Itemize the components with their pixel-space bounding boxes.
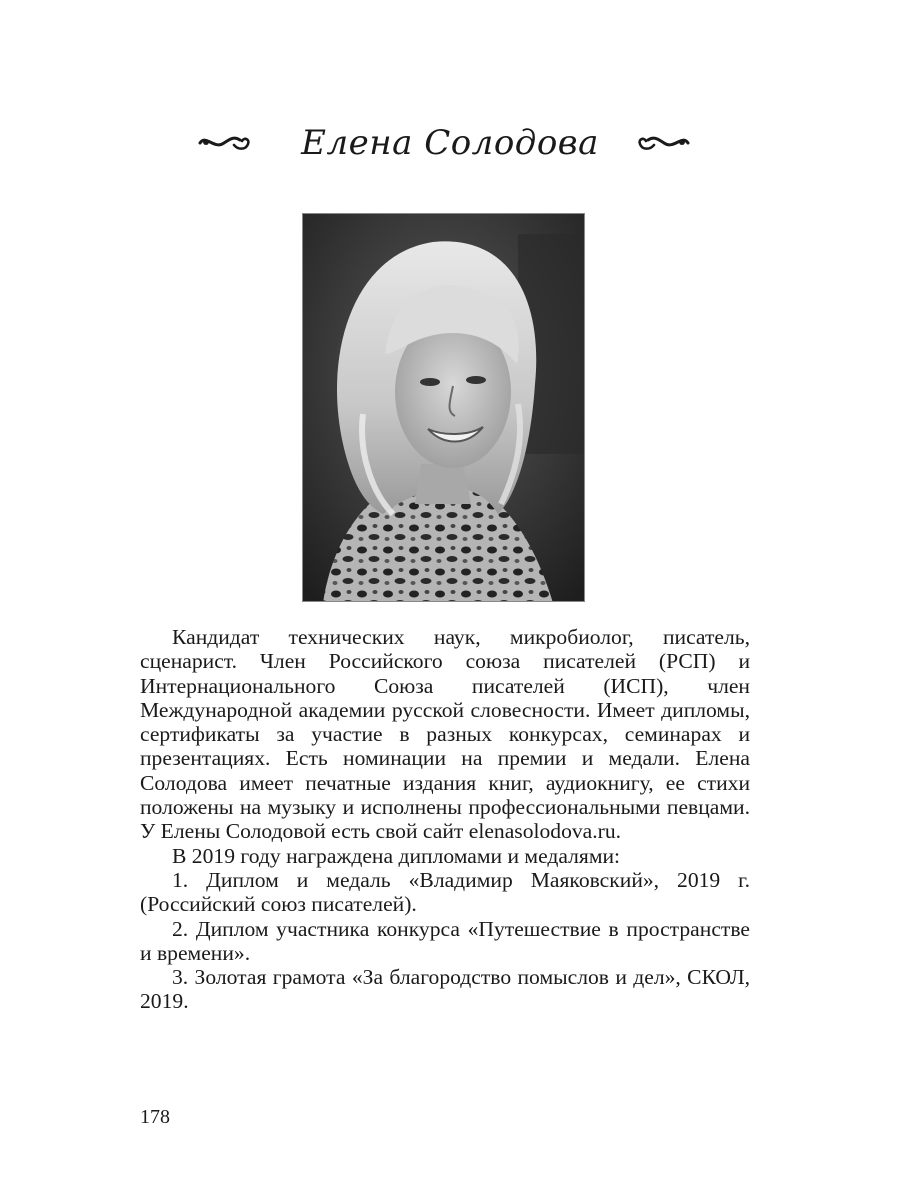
portrait-image [303, 214, 585, 602]
bio-paragraph: В 2019 году награждена дипломами и медалями: [172, 843, 621, 868]
page-number: 178 [140, 1106, 170, 1128]
bio-paragraph: Кандидат технических наук, микробиолог, писатель, сценарист. Член Российского союза писателей (РСП) и Интернационального Союза писателей (ИСП), член Международной академии русской словесности. Имеет дипломы, сертификаты за участие в разных конкурсах, семинарах и презентациях. Есть номинации на премии и медали. Елена Солодова имеет печатные издания книг, аудиокнигу, ее стихи положены на музыку и исполнены профессиональными певцами. У Елены Солодовой есть свой сайт elenasolodova.ru. [140, 625, 750, 844]
award-item: 1. Диплом и медаль «Владимир Маяковский», 2019 г. (Российский союз писателей). [140, 867, 750, 917]
title-row [0, 118, 900, 168]
right-ornament-icon [634, 130, 690, 156]
award-item: 2. Диплом участника конкурса «Путешествие в пространстве и времени». [140, 916, 750, 965]
author-bio [140, 625, 750, 1014]
award-item: 3. Золотая грамота «За благородство помыслов и дел», СКОЛ, 2019. [140, 965, 750, 1014]
page-title: Елена Солодова [301, 123, 599, 163]
author-portrait [302, 213, 585, 602]
